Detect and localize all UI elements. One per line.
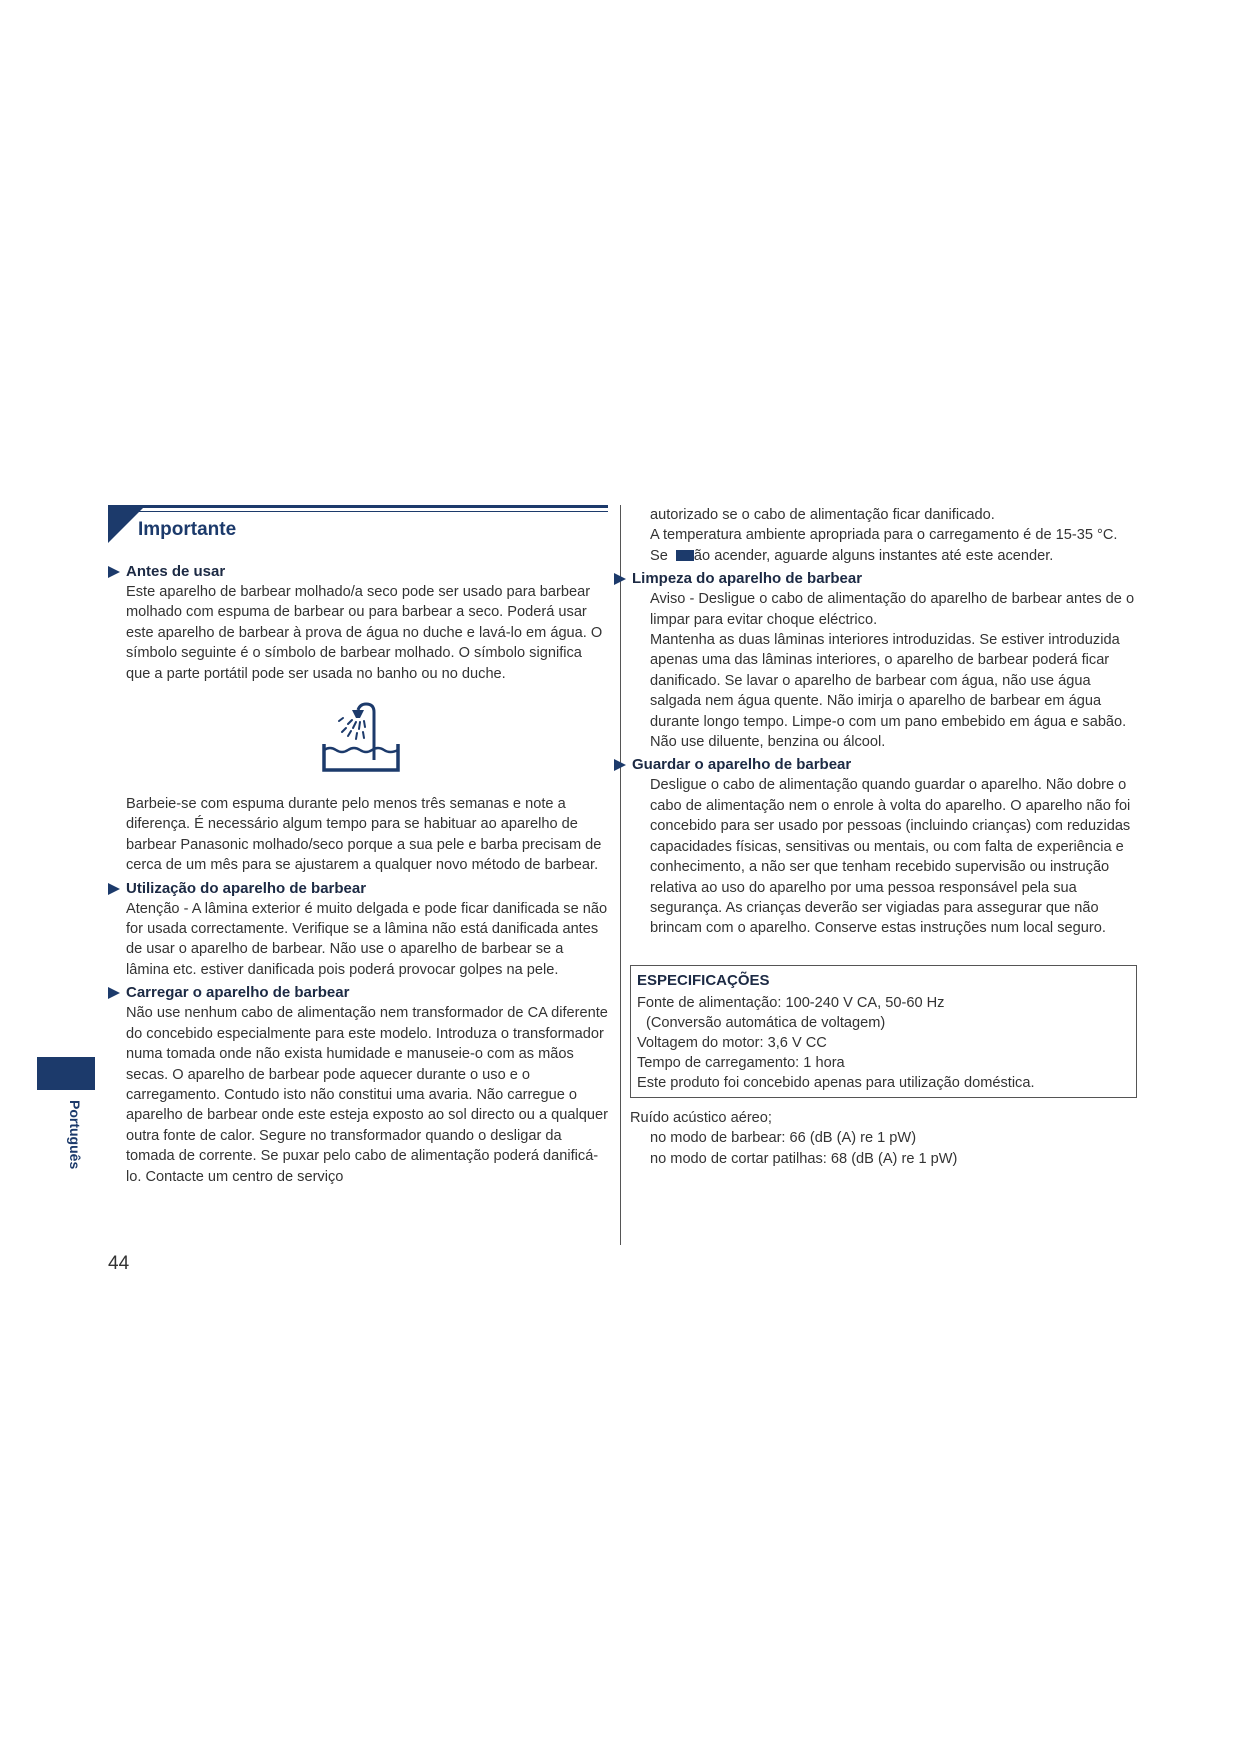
charge-indicator-icon [676, 550, 694, 561]
specs-title: ESPECIFICAÇÕES [637, 971, 770, 989]
specs-fonte: Fonte de alimentação: 100-240 V CA, 50-60 Hz [637, 994, 945, 1011]
noise-title: Ruído acústico aéreo; [630, 1109, 772, 1126]
specifications-box [630, 965, 1137, 1098]
barbeie-paragraph: Barbeie-se com espuma durante pelo menos três semanas e note a diferença. É necessário algum tempo para se habituar ao aparelho de barbear Panasonic molhado/seco porque a sua pele e barba precisam de cerca de um mês para se ajustarem a qualquer novo método de barbear. [126, 796, 602, 874]
specs-voltagem: Voltagem do motor: 3,6 V CC [637, 1034, 827, 1051]
section-limpeza [614, 568, 1137, 589]
continued-line-3-post: ão acender, aguarde alguns instantes até este acender. [693, 547, 1054, 564]
arrow-icon [108, 987, 120, 999]
language-tab-marker [37, 1057, 95, 1090]
continued-line-3 [650, 546, 1137, 566]
arrow-icon [108, 883, 120, 895]
section-heading: Guardar o aparelho de barbear [632, 756, 852, 774]
right-column [632, 505, 1137, 1169]
specs-conversao: (Conversão automática de voltagem) [646, 1014, 886, 1031]
section-heading: Utilização do aparelho de barbear [126, 879, 367, 897]
left-column [108, 505, 608, 1187]
header-rule-thin [108, 511, 608, 512]
arrow-icon [614, 573, 626, 585]
guardar-paragraph: Desligue o cabo de alimentação quando guardar o aparelho. Não dobre o cabo de alimentação nem o enrole à volta do aparelho. O aparelho não foi concebido para ser usado por pessoas (incluindo crianças) com reduzidas capacidades físicas, sensitivas ou mentais, ou com falta de experiência e conhecimento, a não ser que tenham recebido supervisão ou instrução relativa ao uso do aparelho por uma pessoa responsável pela sua segurança. As crianças deverão ser vigiadas para assegurar que não brincam com o aparelho. Conserve estas instruções num local seguro. [650, 777, 1131, 937]
utilizacao-paragraph: Atenção - A lâmina exterior é muito delgada e pode ficar danificada se não for usada correctamente. Verifique se a lâmina não está danificada antes de usar o aparelho de barbear. Não use o aparelho de barbear se a lâmina etc. estiver danificada pois poderá provocar golpes na pele. [126, 900, 608, 978]
important-title: Importante [138, 519, 237, 540]
limpeza-paragraph-1: Aviso - Desligue o cabo de alimentação do aparelho de barbear antes de o limpar para evitar choque eléctrico. [650, 591, 1135, 628]
section-heading: Carregar o aparelho de barbear [126, 984, 350, 1002]
column-divider [620, 505, 621, 1245]
noise-patilhas: no modo de cortar patilhas: 68 (dB (A) re 1 pW) [650, 1150, 958, 1167]
limpeza-paragraph-2: Mantenha as duas lâminas interiores introduzidas. Se estiver introduzida apenas uma das lâminas interiores, o aparelho de barbear poderá ficar danificado. Se lavar o aparelho de barbear com água, não use água salgada nem água quente. Não imirja o aparelho de barbear em água durante longo tempo. Limpe-o com um pano embebido em água e sabão. Não use diluente, benzina ou álcool. [650, 632, 1127, 751]
important-header [108, 505, 608, 547]
section-heading: Antes de usar [126, 563, 226, 580]
language-tab-label: Português [67, 1100, 83, 1170]
header-rule-thick [108, 505, 608, 508]
section-carregar [108, 982, 608, 1003]
continued-line-1: autorizado se o cabo de alimentação ficar danificado. [650, 507, 995, 523]
page-number: 44 [108, 1253, 130, 1274]
section-guardar [614, 754, 1137, 775]
antes-paragraph: Este aparelho de barbear molhado/a seco pode ser usado para barbear molhado com espuma de barbear ou para barbear a seco. Poderá usar este aparelho de barbear à prova de água no duche e lavá-lo em água. O símbolo seguinte é o símbolo de barbear molhado. O símbolo significa que a parte portátil pode ser usada no banho ou no duche. [126, 584, 603, 682]
section-antes-de-usar [108, 561, 608, 582]
continued-line-2: A temperatura ambiente apropriada para o carregamento é de 15-35 °C. [650, 527, 1118, 544]
section-utilizacao [108, 878, 608, 899]
shower-bath-icon [318, 698, 406, 774]
carregar-paragraph: Não use nenhum cabo de alimentação nem transformador de CA diferente do concebido especialmente para este modelo. Introduza o transformador numa tomada onde não exista humidade e manuseie-o com as mãos secas. O aparelho de barbear pode aquecer durante o uso e o carregamento. Contudo isto não constitui uma avaria. Não carregue o aparelho de barbear onde este esteja exposto ao sol directo ou a qualquer outra fonte de calor. Segure no transformador quando o desligar da tomada de corrente. Se puxar pelo cabo de alimentação poderá danificá-lo. Contacte um centro de serviço [126, 1005, 608, 1185]
continued-line-3-pre: Se [650, 547, 668, 564]
arrow-icon [108, 566, 120, 578]
specs-tempo: Tempo de carregamento: 1 hora [637, 1054, 845, 1071]
noise-barbear: no modo de barbear: 66 (dB (A) re 1 pW) [650, 1130, 917, 1147]
section-heading: Limpeza do aparelho de barbear [632, 570, 863, 588]
specs-uso: Este produto foi concebido apenas para utilização doméstica. [637, 1074, 1035, 1091]
wet-shave-symbol [108, 698, 608, 778]
arrow-icon [614, 759, 626, 771]
